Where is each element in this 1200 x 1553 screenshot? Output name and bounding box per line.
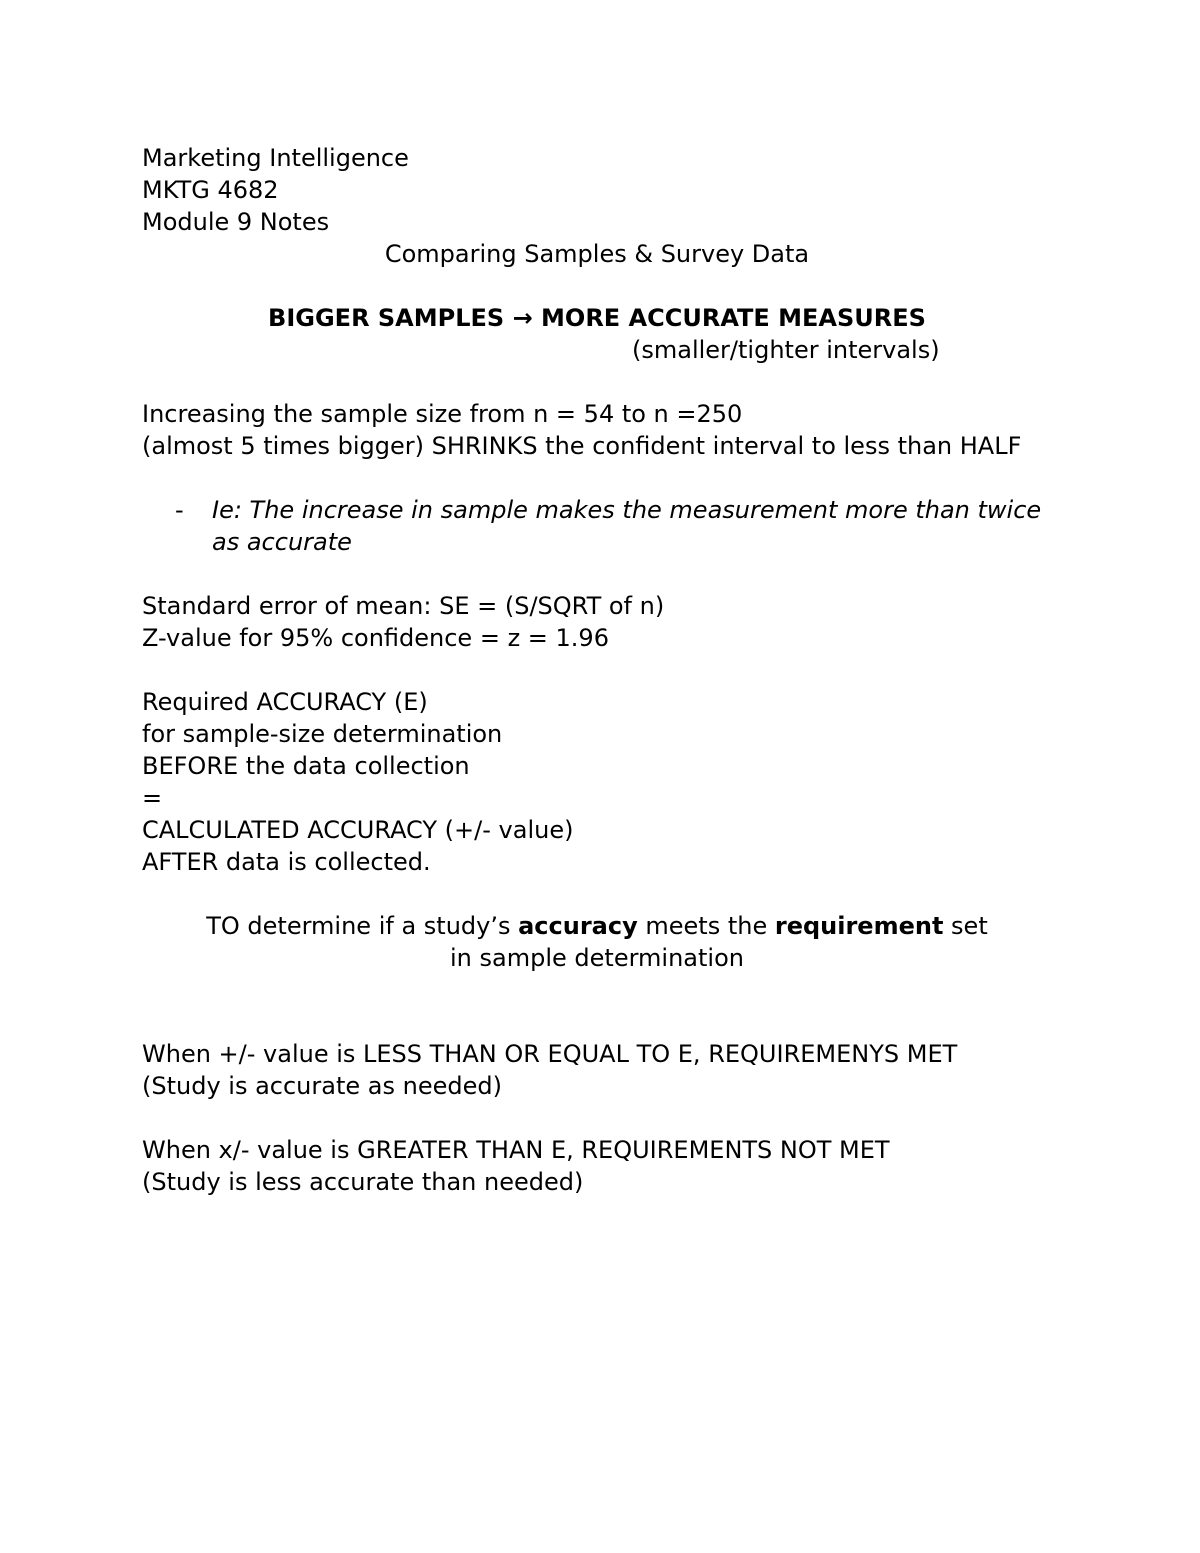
accuracy-line1: Required ACCURACY (E) bbox=[142, 688, 428, 716]
course-name: Marketing Intelligence bbox=[142, 144, 409, 172]
spacer bbox=[142, 878, 1052, 910]
requirements-not-met-line1: When x/- value is GREATER THAN E, REQUIREMENTS NOT MET bbox=[142, 1136, 890, 1164]
page-title: Comparing Samples & Survey Data bbox=[384, 240, 810, 268]
determine-line2: in sample determination bbox=[450, 944, 744, 972]
spacer bbox=[142, 654, 1052, 686]
determine-part2: meets the bbox=[637, 912, 775, 940]
spacer bbox=[142, 462, 1052, 494]
heading-subtitle: (smaller/tighter intervals) bbox=[632, 336, 940, 364]
determine-bold-accuracy: accuracy bbox=[518, 912, 638, 940]
accuracy-line3: BEFORE the data collection bbox=[142, 752, 470, 780]
module-label: Module 9 Notes bbox=[142, 208, 330, 236]
determine-line1 bbox=[142, 910, 1052, 942]
standard-error-formula: Standard error of mean: SE = (S/SQRT of n) bbox=[142, 592, 665, 620]
heading-left: BIGGER SAMPLES bbox=[268, 304, 505, 332]
bullet-dash: - bbox=[175, 496, 184, 524]
z-value-formula: Z-value for 95% confidence = z = 1.96 bbox=[142, 624, 609, 652]
spacer bbox=[142, 270, 1052, 302]
determine-part3: set bbox=[943, 912, 988, 940]
heading-right: MORE ACCURATE MEASURES bbox=[541, 304, 926, 332]
spacer bbox=[142, 366, 1052, 398]
accuracy-line2: for sample-size determination bbox=[142, 720, 503, 748]
spacer bbox=[142, 1006, 1052, 1038]
sample-size-line2: (almost 5 times bigger) SHRINKS the confident interval to less than HALF bbox=[142, 432, 1022, 460]
spacer bbox=[142, 974, 1052, 1006]
requirements-met-line1: When +/- value is LESS THAN OR EQUAL TO E, REQUIREMENYS MET bbox=[142, 1040, 958, 1068]
determine-part1: TO determine if a study’s bbox=[206, 912, 519, 940]
requirements-not-met-line2: (Study is less accurate than needed) bbox=[142, 1168, 584, 1196]
course-code: MKTG 4682 bbox=[142, 176, 279, 204]
main-heading bbox=[142, 302, 1052, 334]
list-item bbox=[142, 494, 1052, 558]
document-body bbox=[142, 142, 1052, 1198]
arrow-right-icon: → bbox=[512, 304, 533, 332]
accuracy-line5: CALCULATED ACCURACY (+/- value) bbox=[142, 816, 574, 844]
bullet-text: Ie: The increase in sample makes the measurement more than twice as accurate bbox=[212, 496, 1042, 556]
requirements-met-line2: (Study is accurate as needed) bbox=[142, 1072, 502, 1100]
sample-size-line1: Increasing the sample size from n = 54 to n =250 bbox=[142, 400, 743, 428]
spacer bbox=[142, 558, 1052, 590]
accuracy-equals: = bbox=[142, 784, 163, 812]
accuracy-line6: AFTER data is collected. bbox=[142, 848, 431, 876]
determine-bold-requirement: requirement bbox=[774, 912, 944, 940]
spacer bbox=[142, 1102, 1052, 1134]
